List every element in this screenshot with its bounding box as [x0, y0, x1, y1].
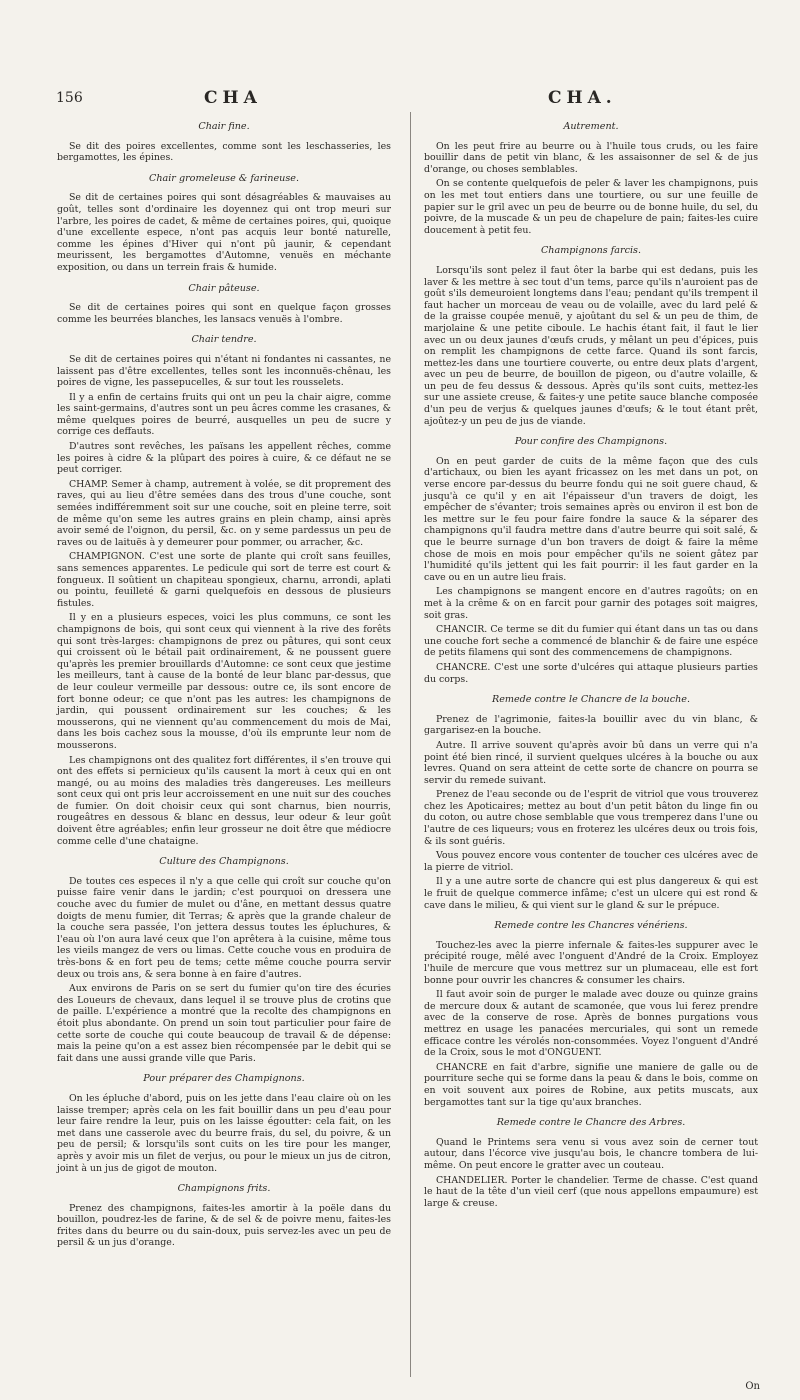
catchword: On [745, 1381, 760, 1392]
paragraph: Se dit de certaines poires qui n'étant ni fondantes ni cassantes, ne laissent pas d'être excellentes, telles sont les inconnuës-chênau, les poires de vigne, les passepucelles, & sur tout les rousselets. [57, 353, 391, 389]
section-heading: Remede contre les Chancres vénériens. [494, 920, 688, 932]
paragraph: Il y a une autre sorte de chancre qui est plus dangereux & qui est le fruit de quelque commerce infâme; c'est un ulcere qui est rond & cave dans le milieu, & qui vient sur le gland & sur le prépuce. [424, 876, 758, 911]
right-column [424, 112, 758, 1212]
section-heading: Champignons frits. [177, 1183, 271, 1195]
paragraph: Aux environs de Paris on se sert du fumier qu'on tire des écuries des Loueurs de chevaux, dans lequel il se trouve plus de crotins que de paille. L'expérience a montré que la recolte des champignons en étoit plus abondante. On prend un soin tout particulier pour faire de cette sorte de couche qui coute beaucoup de travail & de dépense: mais la peine qu'on a est assez bien récompensée par le debit qui se fait dans une aussi grande ville que Paris. [57, 983, 391, 1064]
paragraph: Autre. Il arrive souvent qu'après avoir bû dans un verre qui n'a point été bien rincé, il survient quelques ulcéres à la bouche ou aux levres. Quand on sera atteint de cette sorte de chancre on pourra se servir du remede suivant. [424, 739, 758, 786]
paragraph: On se contente quelquefois de peler & laver les champignons, puis on les met tout entiers dans une tourtiere, ou sur une feuille de papier sur le gril avec un peu de beurre ou de bonne huile, du sel, du poivre, de la muscade & un peu de chapelure de pain; faites-les cuire doucement à petit feu. [424, 178, 758, 236]
section-heading: Pour préparer des Champignons. [143, 1073, 305, 1085]
paragraph: Prenez de l'eau seconde ou de l'esprit de vitriol que vous trouverez chez les Apoticaires; mettez au bout d'un petit bâton du linge fin ou du coton, ou autre chose semblable que vous tremperez dans l'une ou l'autre de ces liqueurs; vous en froterez les ulcéres deux ou trois fois, & ils sont guéris. [424, 789, 758, 847]
paragraph: On les peut frire au beurre ou à l'huile tous cruds, ou les faire bouillir dans de petit vin blanc, & les assaisonner de sel & de jus d'orange, ou choses semblables. [424, 140, 758, 175]
page-number: 156 [56, 90, 83, 106]
paragraph: Les champignons ont des qualitez fort différentes, il s'en trouve qui ont des effets si pernicieux qu'ils causent la mort à ceux qui en ont mangé, ou au moins des maladies très dangereuses. Les meilleurs sont ceux qui ont pris leur accroissement en une nuit sur des couches de fumier. On doit choisir ceux qui sont charnus, bien nourris, rougeâtres en dessous & blanc en dessus, leur odeur & leur goût doivent être agréables; enfin leur grosseur ne doit être que médiocre comme celle d'une chataigne. [57, 754, 391, 847]
section-heading: Remede contre le Chancre de la bouche. [491, 694, 691, 706]
paragraph: Se dit des poires excellentes, comme sont les leschasseries, les bergamottes, les épines. [57, 140, 391, 164]
paragraph: CHANCRE. C'est une sorte d'ulcéres qui attaque plusieurs parties du corps. [424, 661, 758, 685]
section-heading: Pour confire des Champignons. [514, 436, 668, 448]
paragraph: Il y en a plusieurs especes, voici les plus communs, ce sont les champignons de bois, qui sont ceux qui viennent à la rive des forêts qui sont très-larges: champignons de prez ou pâtures, qui sont ceux qui croissent où le bétail pait ordinairement, & ne poussent guere qu'après les premier brouillards d'Automne: ce sont ceux que jestime les meilleurs, tant à cause de la bonté de leur blanc par-dessus, que de leur couleur vermeille par dessous: outre ce, ils sont encore de fort bonne odeur; ce que n'ont pas les autres: les champignons de jardin, qui poussent ordinairement sur les couches; & les mousserons, qui ne viennent qu'au commencement du mois de Mai, dans les bois cachez sous la mousse, d'où ils emprunte leur nom de mousserons. [57, 612, 391, 751]
section-heading: Culture des Champignons. [159, 856, 289, 868]
paragraph: On en peut garder de cuits de la même façon que des culs d'artichaux, ou bien les ayant fricassez on les met dans un pot, on verse encore par-dessus du beurre fondu qui ne soit guere chaud, & jusqu'à ce qu'il y en ait l'épaisseur d'un travers de doigt, les empêcher de s'évanter; trois semaines après ou environ il est bon de les mettre sur le feu pour faire fondre la sauce & la séparer des champignons qu'il faudra mettre dans d'autre beurre qui soit salé, & que le beurre surnage d'un bon travers de doigt & faire la même chose de mois en mois pour empêcher qu'ils ne soient gâtez par l'humidité qu'ils jettent qui les fait pourrir: il les faut garder en la cave ou en un autre lieu frais. [424, 455, 758, 583]
column-divider [410, 112, 411, 1377]
section-heading: Chair tendre. [191, 334, 257, 346]
paragraph: Lorsqu'ils sont pelez il faut ôter la barbe qui est dedans, puis les laver & les mettre à sec tout d'un tems, parce qu'ils n'auroient pas de goût s'ils demeuroient longtems dans l'eau; pendant qu'ils trempent il faut hacher un morceau de veau ou de volaille, avec du lard pelé & de la graisse coupée menuë, y ajoûtant du sel & un peu de thim, de marjolaine & une petite ciboule. Le hachis étant fait, il faut le lier avec un ou deux jaunes d'œufs cruds, y mêlant un peu d'épices, puis on remplit les champignons de cette farce. Quand ils sont farcis, mettez-les dans une tourtiere couverte, ou entre deux plats d'argent, avec un peu de beurre, de bouillon de pigeon, ou d'autre volaille, & un peu de feu dessus & dessous. Après qu'ils sont cuits, mettez-les sur une assiete creuse, & faites-y une petite sauce blanche composée d'un peu de verjus & quelques jaunes d'œufs; & le tout étant prêt, ajoûtez-y un peu de jus de viande. [424, 264, 758, 427]
paragraph: Il y a enfin de certains fruits qui ont un peu la chair aigre, comme les saint-germains, d'autres sont un peu âcres comme les crasanes, & même quelques poires de beurré, ausquelles un peu de sucre y corrige ces deffauts. [57, 391, 391, 438]
left-column [57, 112, 391, 1252]
running-head-left: CHA [204, 88, 262, 108]
section-heading: Chair gromeleuse & farineuse. [149, 172, 299, 184]
section-heading: Remede contre le Chancre des Arbres. [496, 1117, 686, 1129]
paragraph: On les épluche d'abord, puis on les jette dans l'eau claire où on les laisse tremper; après cela on les fait bouillir dans un peu d'eau pour leur faire rendre la leur, puis on les laisse égoutter: cela fait, on les met dans une casserole avec du beurre frais, du sel, du poivre, & un peu de persil; & lorsqu'ils sont cuits on les tire pour les manger, après y avoir mis un filet de verjus, ou pour le mieux un jus de citron, joint à un jus de gigot de mouton. [57, 1092, 391, 1174]
paragraph: Se dit de certaines poires qui sont désagréables & mauvaises au goût, telles sont d'ordinaire les doyennez qui ont trop meuri sur l'arbre, les poires de cadet, & même de certaines poires, qui, quoique d'une excellente espece, n'ont pas acquis leur bonté naturelle, comme les épines d'Hiver qui n'ont pû jaunir, & cependant meurissent, les bergamottes d'Automne, venuës en méchante exposition, ou dans un terrein frais & humide. [57, 192, 391, 273]
running-head-right: CHA. [548, 88, 617, 108]
paragraph: Prenez des champignons, faites-les amortir à la poële dans du bouillon, poudrez-les de farine, & de sel & de poivre menu, faites-les frites dans du beurre ou du sain-doux, puis servez-les avec un peu de persil & un jus d'orange. [57, 1202, 391, 1249]
paragraph: Il faut avoir soin de purger le malade avec douze ou quinze grains de mercure doux & autant de scamonée, que vous lui ferez prendre avec de la conserve de rose. Après de bonnes purgations vous mettrez en usage les panacées mercuriales, qui sont un remede efficace contre les vérolés non-consommées. Voyez l'onguent d'André de la Croix, sous le mot d'ONGUENT. [424, 989, 758, 1059]
paragraph: Vous pouvez encore vous contenter de toucher ces ulcéres avec de la pierre de vitriol. [424, 850, 758, 873]
paragraph: CHAMP. Semer à champ, autrement à volée, se dit proprement des raves, qui au lieu d'être semées dans des trous d'une couche, sont semées indifféremment soit sur une couche, soit en pleine terre, soit de même qu'on seme les autres grains en plein champ, ainsi après avoir semé de l'oignon, du persil, &c. on y seme pardessus un peu de raves ou de laituës à y demeurer pour pommer, ou arracher, &c. [57, 478, 391, 548]
section-heading: Chair pâteuse. [188, 282, 260, 294]
page-header [56, 88, 761, 112]
paragraph: De toutes ces especes il n'y a que celle qui croît sur couche qu'on puisse faire venir dans le jardin; c'est pourquoi on dressera une couche avec du fumier de mulet ou d'âne, en mettant dessus quatre doigts de menu fumier, dit Terras; & après que la grande chaleur de la couche sera passée, l'on jettera dessus toutes les épluchures, & l'eau où l'on aura lavé ceux que l'on aprêtera à la cuisine, même tous les vieils mangez de vers ou limas. Cette couche vous en produira de très-bons & en fort peu de tems; cette même couche pourra servir deux ou trois ans, & sera bonne à en faire d'autres. [57, 875, 391, 980]
paragraph: CHANDELIER. Porter le chandelier. Terme de chasse. C'est quand le haut de la tête d'un vieil cerf (que nous appellons empaumure) est large & creuse. [424, 1174, 758, 1209]
paragraph: Touchez-les avec la pierre infernale & faites-les suppurer avec le précipité rouge, mêlé avec l'onguent d'André de la Croix. Employez l'huile de mercure que vous mettrez sur un plumaceau, elle est fort bonne pour ouvrir les chancres & consumer les chairs. [424, 939, 758, 986]
section-heading: Champignons farcis. [540, 245, 642, 257]
section-heading: Autrement. [563, 121, 619, 132]
paragraph: D'autres sont revêches, les païsans les appellent rêches, comme les poires à cidre & la plûpart des poires à cuire, & ce défaut ne se peut corriger. [57, 441, 391, 476]
paragraph: Quand le Printems sera venu si vous avez soin de cerner tout autour, dans l'écorce vive jusqu'au bois, le chancre tombera de lui-même. On peut encore le gratter avec un couteau. [424, 1136, 758, 1171]
paragraph: CHAMPIGNON. C'est une sorte de plante qui croît sans feuilles, sans semences apparentes. Le pedicule qui sort de terre est court & fongueux. Il soûtient un chapiteau spongieux, charnu, arrondi, aplati ou pointu, feuilleté & garni quelquefois en dessous de plusieurs fistules. [57, 551, 391, 609]
paragraph: Se dit de certaines poires qui sont en quelque façon grosses comme les beurrées blanches, les lansacs venuës à l'ombre. [57, 302, 391, 325]
section-heading: Chair fine. [198, 121, 250, 132]
paragraph: CHANCRE en fait d'arbre, signifie une maniere de galle ou de pourriture seche qui se forme dans la peau & dans le bois, comme on en voit souvent aux poires de Robine, aux petits muscats, aux bergamottes tant sur la tige qu'aux branches. [424, 1061, 758, 1108]
paragraph: Prenez de l'agrimonie, faites-la bouillir avec du vin blanc, & gargarisez-en la bouche. [424, 713, 758, 737]
paragraph: Les champignons se mangent encore en d'autres ragoûts; on en met à la crême & on en farcit pour garnir des potages soit maigres, soit gras. [424, 586, 758, 621]
paragraph: CHANCIR. Ce terme se dit du fumier qui étant dans un tas ou dans une couche fort seche a commencé de blanchir & de faire une espéce de petits filamens qui sont des commencemens de champignons. [424, 624, 758, 659]
